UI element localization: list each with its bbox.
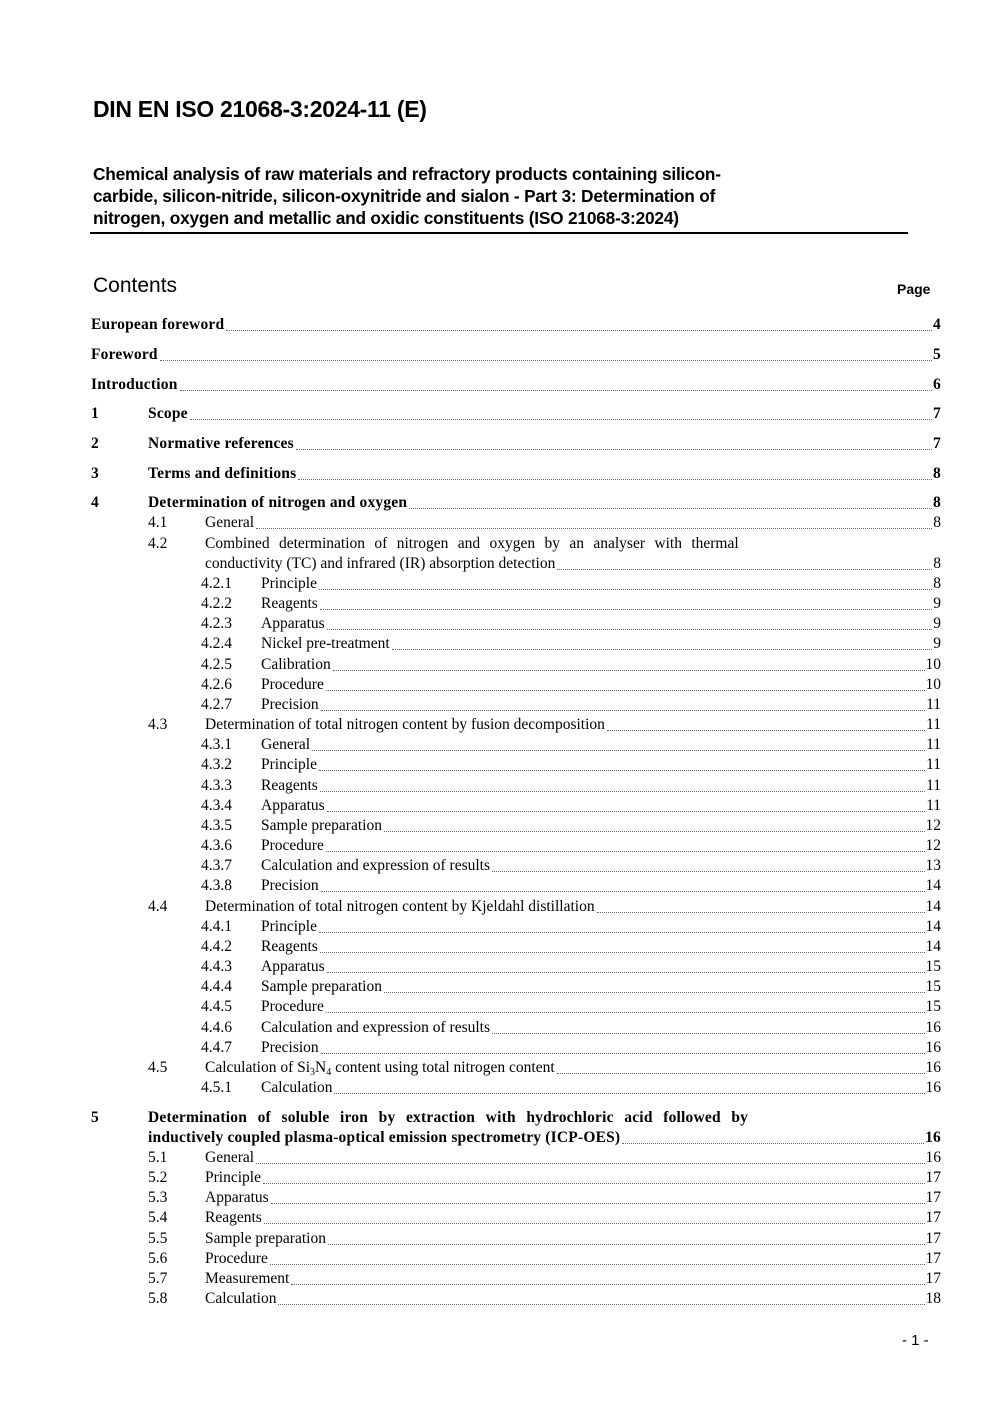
toc-entry-page: 15 [925,978,941,995]
toc-entry-title: Apparatus [261,615,325,632]
toc-entry-number: 5.7 [148,1270,168,1287]
toc-entry-title: Foreword [91,346,158,363]
toc-entry[interactable] [0,957,992,977]
toc-entry[interactable] [0,1058,992,1078]
dot-leader [492,1033,924,1034]
toc-entry-title: Reagents [205,1209,262,1226]
toc-entry-number: 4.3.4 [201,797,232,814]
toc-entry[interactable] [0,1109,992,1148]
toc-entry-number: 4.3.1 [201,736,232,753]
toc-entry[interactable] [0,1148,992,1168]
toc-entry[interactable] [0,655,992,675]
dot-leader [278,1304,924,1305]
toc-entry[interactable] [0,836,992,856]
dot-leader [256,528,932,529]
toc-entry-page: 14 [925,877,941,894]
dot-leader [160,360,932,361]
toc-entry-number: 4.5.1 [201,1079,232,1096]
toc-entry-number: 4.3.6 [201,837,232,854]
toc-entry-page: 8 [933,494,941,511]
toc-entry-page: 14 [925,898,941,915]
toc-entry-title: Scope [148,405,188,422]
dot-leader [327,811,925,812]
toc-entry-title: Procedure [205,1250,268,1267]
toc-entry-page: 8 [933,514,941,531]
toc-entry-number: 4.2.1 [201,575,232,592]
toc-entry[interactable] [0,375,992,395]
toc-entry[interactable] [0,816,992,836]
toc-entry-page: 6 [933,376,941,393]
toc-entry-number: 4.3 [148,716,168,733]
toc-entry[interactable] [0,1249,992,1269]
toc-entry-number: 5.2 [148,1169,168,1186]
toc-entry-page: 18 [925,1290,941,1307]
dot-leader [226,330,932,331]
toc-entry[interactable] [0,937,992,957]
toc-entry-number: 5.1 [148,1149,168,1166]
dot-leader [321,1053,925,1054]
dot-leader [319,770,925,771]
dot-leader [409,508,932,509]
dot-leader [557,569,932,570]
toc-entry-title: European foreword [91,316,225,333]
toc-entry[interactable] [0,1168,992,1188]
toc-entry-number: 4.2.3 [201,615,232,632]
toc-entry-page: 17 [925,1209,941,1226]
toc-entry-title: Principle [261,918,317,935]
toc-entry-title: Determination of nitrogen and oxygen [148,494,408,511]
toc-entry[interactable] [0,1208,992,1228]
toc-entry-title: Precision [261,877,319,894]
toc-entry-page: 11 [926,797,941,814]
toc-entry-title: Calculation [205,1290,277,1307]
dot-leader [334,1093,924,1094]
toc-entry-number: 4.4.5 [201,998,232,1015]
toc-entry-page: 5 [933,346,941,363]
toc-entry[interactable] [0,1078,992,1098]
toc-entry-number: 4.4.7 [201,1039,232,1056]
dot-leader [607,730,925,731]
toc-entry-page: 12 [925,837,941,854]
toc-entry-number: 4.2.2 [201,595,232,612]
toc-entry[interactable] [0,1269,992,1289]
toc-entry-title: Determination of total nitrogen content by fusion decomposition [205,716,605,733]
toc-entry-number: 4.2 [148,535,168,552]
dot-leader [384,992,925,993]
toc-entry[interactable] [0,1229,992,1249]
toc-entry-title: conductivity (TC) and infrared (IR) absorption detection [205,555,556,572]
toc-entry-number: 2 [91,435,99,452]
toc-entry-page: 17 [925,1250,941,1267]
toc-entry-title: Precision [261,696,319,713]
page-number: - 1 - [902,1332,929,1349]
toc-entry-title: General [205,514,255,531]
toc-entry-number: 5.4 [148,1209,168,1226]
dot-leader [320,609,932,610]
toc-entry[interactable] [0,404,992,424]
toc-entry-page: 17 [925,1270,941,1287]
toc-entry-number: 5.8 [148,1290,168,1307]
dot-leader [597,912,925,913]
toc-entry[interactable] [0,997,992,1017]
toc-entry-title-line: Combined determination of nitrogen and oxygen by an analyser with thermal [205,535,739,552]
toc-entry-title: Sample preparation [261,817,382,834]
toc-entry[interactable] [0,977,992,997]
toc-entry-page: 15 [925,998,941,1015]
toc-entry-title: Measurement [205,1270,290,1287]
dot-leader [190,419,932,420]
toc-entry-page: 14 [925,918,941,935]
toc-entry-page: 9 [933,595,941,612]
title-part: Calculation of Si [205,1059,311,1076]
toc-entry-number: 4 [91,494,99,511]
toc-entry[interactable] [0,345,992,365]
toc-entry[interactable] [0,715,992,735]
toc-entry-page: 11 [926,736,941,753]
toc-entry[interactable] [0,1289,992,1309]
toc-entry[interactable] [0,917,992,937]
dot-leader [326,1012,925,1013]
toc-entry[interactable] [0,594,992,614]
toc-entry-number: 5 [91,1109,99,1126]
toc-entry-number: 4.3.8 [201,877,232,894]
toc-entry[interactable] [0,1018,992,1038]
toc-entry-title: Calculation and expression of results [261,857,491,874]
toc-entry-number: 3 [91,465,99,482]
toc-entry-page: 17 [925,1189,941,1206]
dot-leader [327,629,932,630]
dot-leader [327,972,925,973]
toc-entry[interactable] [0,614,992,634]
toc-entry-page: 13 [925,857,941,874]
toc-entry-title: Calibration [261,656,331,673]
toc-entry-number: 4.3.2 [201,756,232,773]
toc-entry-page: 8 [933,555,941,572]
toc-entry[interactable] [0,776,992,796]
dot-leader [291,1284,924,1285]
dot-leader [321,710,925,711]
toc-entry-title: Precision [261,1039,319,1056]
toc-entry[interactable] [0,735,992,755]
document-title-line: nitrogen, oxygen and metallic and oxidic constituents (ISO 21068-3:2024) [93,208,679,228]
toc-entry-page: 8 [933,465,941,482]
toc-entry-title: Reagents [261,595,318,612]
toc-entry-title: inductively coupled plasma-optical emission spectrometry (ICP-OES) [148,1129,621,1146]
toc-entry-title: Procedure [261,837,324,854]
toc-entry-title [205,1058,557,1078]
dot-leader [270,1264,925,1265]
dot-leader [320,952,925,953]
toc-entry-title: Sample preparation [261,978,382,995]
dot-leader [319,932,925,933]
toc-entry-page: 10 [925,656,941,673]
toc-entry-number: 4.2.7 [201,696,232,713]
subscript: 4 [326,1067,332,1078]
toc-entry-page: 10 [925,676,941,693]
toc-entry-number: 1 [91,405,99,422]
document-title [93,163,893,229]
toc-entry-title-line: Determination of soluble iron by extraction with hydrochloric acid followed by [148,1109,749,1126]
toc-entry-page: 16 [925,1149,941,1166]
document-title-line: carbide, silicon-nitride, silicon-oxynitride and sialon - Part 3: Determination of [93,186,716,206]
dot-leader [622,1143,924,1144]
dot-leader [384,831,925,832]
toc-entry-page: 7 [933,435,941,452]
toc-entry-number: 5.3 [148,1189,168,1206]
dot-leader [298,479,932,480]
toc-entry[interactable] [0,876,992,896]
toc-entry-title: Terms and definitions [148,465,297,482]
toc-entry-title: Normative references [148,435,294,452]
dot-leader [333,670,925,671]
toc-entry[interactable] [0,535,992,574]
toc-entry[interactable] [0,1038,992,1058]
toc-entry-page: 8 [933,575,941,592]
dot-leader [312,750,925,751]
toc-entry-title: Apparatus [205,1189,269,1206]
toc-entry[interactable] [0,897,992,917]
toc-entry-number: 4.4.1 [201,918,232,935]
toc-entry-number: 4.4.3 [201,958,232,975]
document-title-line: Chemical analysis of raw materials and refractory products containing silicon- [93,164,721,184]
toc-entry-number: 4.4.4 [201,978,232,995]
page-column-label: Page [897,281,931,297]
toc-entry-number: 4.4.6 [201,1019,232,1036]
dot-leader [321,891,925,892]
toc-entry-number: 4.2.4 [201,635,232,652]
toc-entry-title: Principle [205,1169,261,1186]
toc-entry-page: 11 [926,716,941,733]
subscript: 3 [310,1067,316,1078]
toc-entry-page: 9 [933,615,941,632]
toc-entry-title: Determination of total nitrogen content by Kjeldahl distillation [205,898,595,915]
toc-entry-page: 12 [925,817,941,834]
toc-entry-page: 16 [925,1079,941,1096]
dot-leader [320,791,925,792]
toc-entry-page: 16 [925,1059,941,1076]
toc-entry-page: 11 [926,696,941,713]
toc-entry-title: Procedure [261,676,324,693]
toc-entry[interactable] [0,434,992,454]
dot-leader [296,449,932,450]
toc-entry-number: 4.5 [148,1059,168,1076]
toc-entry-page: 17 [925,1169,941,1186]
toc-entry-number: 4.3.5 [201,817,232,834]
dot-leader [263,1183,925,1184]
toc-entry-title: Procedure [261,998,324,1015]
toc-entry-title: General [205,1149,255,1166]
toc-entry-page: 16 [925,1019,941,1036]
toc-entry-page: 17 [925,1230,941,1247]
toc-entry[interactable] [0,695,992,715]
contents-heading: Contents [93,274,178,297]
toc-entry-page: 14 [925,938,941,955]
toc-entry-page: 15 [925,958,941,975]
toc-entry-number: 4.4 [148,898,168,915]
toc-entry-number: 4.2.6 [201,676,232,693]
toc-entry-page: 11 [926,756,941,773]
toc-entry-page: 7 [933,405,941,422]
toc-entry-title: General [261,736,311,753]
toc-entry-number: 5.6 [148,1250,168,1267]
toc-entry-title: Reagents [261,938,318,955]
toc-entry[interactable] [0,675,992,695]
toc-entry-number: 4.4.2 [201,938,232,955]
toc-entry[interactable] [0,1188,992,1208]
toc-entry-title: Reagents [261,777,318,794]
toc-entry-number: 4.2.5 [201,656,232,673]
title-part: content using total nitrogen content [331,1059,555,1076]
toc-entry[interactable] [0,856,992,876]
toc-entry[interactable] [0,755,992,775]
toc-entry-page: 4 [933,316,941,333]
dot-leader [271,1203,925,1204]
toc-entry[interactable] [0,315,992,335]
dot-leader [256,1163,924,1164]
toc-entry-page: 11 [926,777,941,794]
toc-entry[interactable] [0,493,992,513]
document-id: DIN EN ISO 21068-3:2024-11 (E) [93,96,427,122]
toc-entry-title: Apparatus [261,958,325,975]
title-underline [90,232,908,234]
toc-entry[interactable] [0,634,992,654]
toc-entry-number: 5.5 [148,1230,168,1247]
toc-entry[interactable] [0,464,992,484]
toc-entry-title: Nickel pre-treatment [261,635,390,652]
toc-entry-number: 4.1 [148,514,168,531]
toc-entry-title: Introduction [91,376,178,393]
toc-entry-title: Principle [261,756,317,773]
title-part: N [315,1059,327,1076]
dot-leader [328,1244,925,1245]
dot-leader [319,589,932,590]
toc-entry-title: Apparatus [261,797,325,814]
toc-entry[interactable] [0,574,992,594]
toc-entry-title: Principle [261,575,317,592]
toc-entry-number: 4.3.3 [201,777,232,794]
toc-entry-title: Calculation and expression of results [261,1019,491,1036]
toc-entry-title: Calculation [261,1079,333,1096]
toc-entry-number: 4.3.7 [201,857,232,874]
toc-entry-page: 16 [925,1039,941,1056]
toc-entry-title: Sample preparation [205,1230,326,1247]
dot-leader [492,871,924,872]
dot-leader [557,1073,925,1074]
dot-leader [392,649,932,650]
dot-leader [264,1223,925,1224]
dot-leader [326,851,925,852]
dot-leader [180,390,932,391]
toc-entry-page: 9 [933,635,941,652]
toc-entry-page: 16 [925,1129,941,1146]
dot-leader [326,690,925,691]
toc-entry[interactable] [0,513,992,533]
toc-entry[interactable] [0,796,992,816]
